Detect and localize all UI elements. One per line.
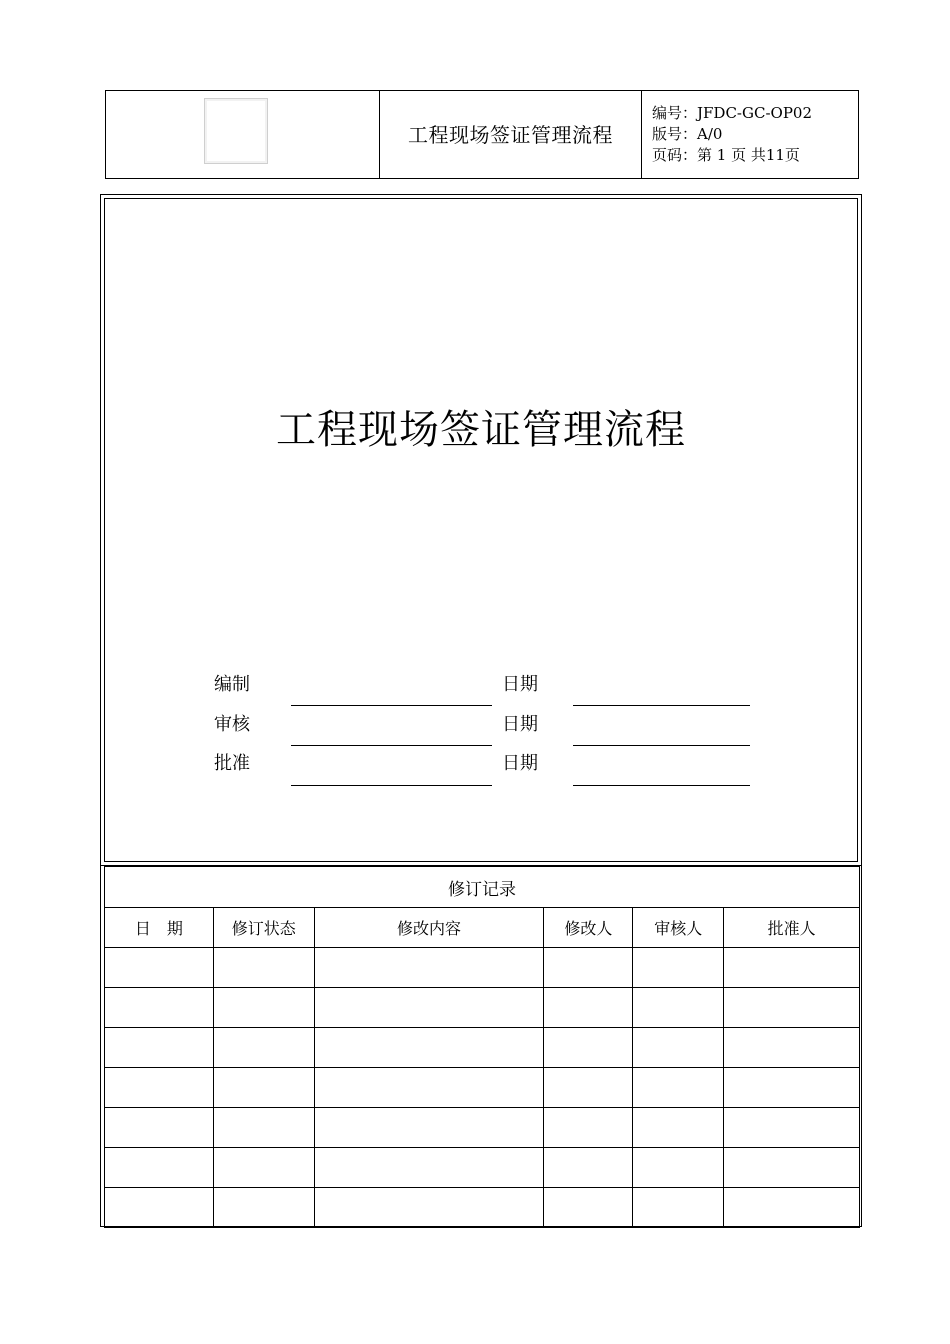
table-cell[interactable] <box>105 1148 214 1188</box>
table-cell[interactable] <box>213 1028 314 1068</box>
table-cell[interactable] <box>633 1028 724 1068</box>
table-cell[interactable] <box>544 948 633 988</box>
signoff-date-line[interactable] <box>573 785 750 786</box>
logo-placeholder <box>204 98 268 164</box>
table-cell[interactable] <box>724 988 860 1028</box>
signoff-date-line[interactable] <box>573 705 750 706</box>
revision-table <box>104 866 860 1228</box>
table-cell[interactable] <box>213 948 314 988</box>
table-cell[interactable] <box>213 988 314 1028</box>
table-cell[interactable] <box>724 1148 860 1188</box>
table-row <box>105 988 860 1028</box>
revision-header-row <box>105 908 860 948</box>
table-cell[interactable] <box>633 948 724 988</box>
table-cell[interactable] <box>105 1188 214 1228</box>
table-cell[interactable] <box>544 1068 633 1108</box>
document-header <box>105 90 859 179</box>
header-title-cell <box>380 91 642 178</box>
logo-cell <box>106 91 380 178</box>
table-cell[interactable] <box>314 988 544 1028</box>
table-cell[interactable] <box>105 1028 214 1068</box>
col-header-approver: 批准人 <box>724 908 860 948</box>
table-row <box>105 1108 860 1148</box>
table-cell[interactable] <box>544 1148 633 1188</box>
table-row <box>105 1028 860 1068</box>
signoff-name-line[interactable] <box>291 785 492 786</box>
table-row <box>105 1068 860 1108</box>
table-row <box>105 1148 860 1188</box>
table-cell[interactable] <box>314 1028 544 1068</box>
cover-title: 工程现场签证管理流程 <box>276 407 686 453</box>
header-info-cell <box>642 91 858 178</box>
table-cell[interactable] <box>105 988 214 1028</box>
signoff-role: 审核 <box>214 714 250 735</box>
signoff-date-label: 日期 <box>502 714 538 735</box>
signoff-role: 编制 <box>214 674 250 695</box>
table-cell[interactable] <box>105 1108 214 1148</box>
table-cell[interactable] <box>724 1068 860 1108</box>
table-cell[interactable] <box>633 1188 724 1228</box>
table-cell[interactable] <box>724 948 860 988</box>
signoff-date-line[interactable] <box>573 745 750 746</box>
table-cell[interactable] <box>724 1188 860 1228</box>
table-cell[interactable] <box>633 1068 724 1108</box>
col-header-reviewer: 审核人 <box>633 908 724 948</box>
table-row <box>105 1188 860 1228</box>
table-cell[interactable] <box>544 1028 633 1068</box>
table-row <box>105 948 860 988</box>
table-cell[interactable] <box>213 1188 314 1228</box>
col-header-modifier: 修改人 <box>544 908 633 948</box>
col-header-date: 日 期 <box>105 908 214 948</box>
table-cell[interactable] <box>314 1108 544 1148</box>
table-cell[interactable] <box>544 988 633 1028</box>
table-cell[interactable] <box>633 988 724 1028</box>
table-cell[interactable] <box>314 948 544 988</box>
table-cell[interactable] <box>544 1188 633 1228</box>
table-cell[interactable] <box>633 1148 724 1188</box>
table-cell[interactable] <box>633 1108 724 1148</box>
table-cell[interactable] <box>213 1068 314 1108</box>
doc-version: 版号：A/0 <box>652 125 723 143</box>
table-cell[interactable] <box>213 1148 314 1188</box>
table-cell[interactable] <box>105 1068 214 1108</box>
col-header-content: 修改内容 <box>314 908 544 948</box>
signoff-name-line[interactable] <box>291 745 492 746</box>
revision-caption: 修订记录 <box>105 867 860 908</box>
header-info <box>642 91 858 166</box>
table-cell[interactable] <box>544 1108 633 1148</box>
signoff-role: 批准 <box>214 753 250 774</box>
table-cell[interactable] <box>213 1108 314 1148</box>
table-cell[interactable] <box>314 1148 544 1188</box>
table-cell[interactable] <box>314 1068 544 1108</box>
header-title: 工程现场签证管理流程 <box>408 123 613 147</box>
signoff-name-line[interactable] <box>291 705 492 706</box>
signoff-date-label: 日期 <box>502 674 538 695</box>
signoff-date-label: 日期 <box>502 753 538 774</box>
doc-page-number: 页码：第 1 页 共11页 <box>652 146 800 164</box>
table-cell[interactable] <box>314 1188 544 1228</box>
table-cell[interactable] <box>724 1028 860 1068</box>
table-cell[interactable] <box>105 948 214 988</box>
doc-code: 编号：JFDC-GC-OP02 <box>652 104 812 122</box>
col-header-status: 修订状态 <box>213 908 314 948</box>
revision-caption-row <box>105 867 860 908</box>
table-cell[interactable] <box>724 1108 860 1148</box>
